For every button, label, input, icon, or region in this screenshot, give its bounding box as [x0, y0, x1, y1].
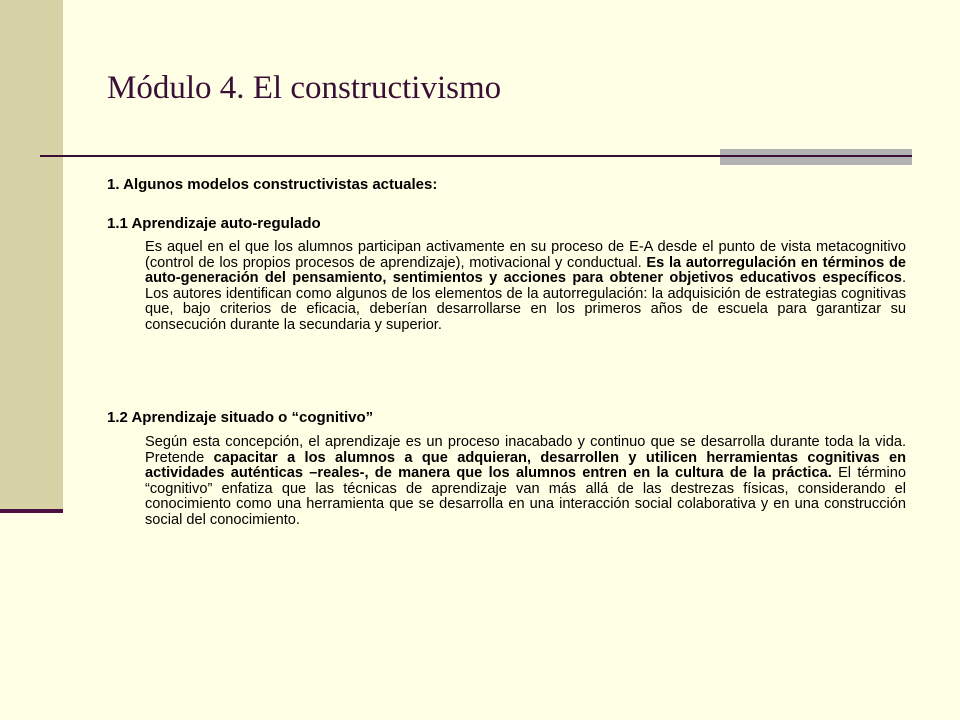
paragraph-text: Según esta concepción, el aprendizaje es un proceso inacabado y continuo que se desarrolla durante toda la vida. Pretende — [145, 434, 906, 466]
paragraph-text: Es aquel en el que los alumnos participan activamente en su proceso de E-A desde el punto de vista metacognitivo (control de los propios procesos de aprendizaje), motivacional y conductual. — [145, 239, 906, 271]
paragraph-bold-text: capacitar a los alumnos a que adquieran, desarrollen y utilicen herramientas cognitivas en actividades auténticas –reales-, de manera que los alumnos entren en la cultura de la práctica. — [145, 449, 906, 482]
subsection-heading-2: 1.2 Aprendizaje situado o “cognitivo” — [107, 409, 374, 426]
paragraph-text: . Los autores identifican como algunos de los elementos de la autorregulación: la adquisición de estrategias cognitivas que, bajo criterios de eficacia, deberían desarrollarse en los primeros años de escuela para garantizar su consecución durante la secundaria y superior. — [145, 270, 906, 333]
subsection-paragraph-2 — [145, 435, 906, 529]
slide-title: Módulo 4. El constructivismo — [107, 70, 502, 106]
title-underline-accent — [720, 149, 912, 165]
subsection-paragraph-1 — [145, 240, 906, 334]
subsection-heading-1: 1.1 Aprendizaje auto-regulado — [107, 215, 321, 232]
paragraph-text: El término “cognitivo” enfatiza que las técnicas de aprendizaje van más allá de las destrezas físicas, considerando el conocimiento como una herramienta que se desarrolla en una interacción social colaborativa y en una construcción social del conocimiento. — [145, 465, 906, 528]
paragraph-bold-text: Es la autorregulación en términos de auto-generación del pensamiento, sentimientos y acciones para obtener objetivos educativos específicos — [145, 254, 906, 287]
side-bar-bottom-line — [0, 509, 63, 513]
decorative-side-bar — [0, 0, 63, 512]
section-heading: 1. Algunos modelos constructivistas actuales: — [107, 176, 438, 193]
title-underline-accent-line — [720, 155, 912, 157]
